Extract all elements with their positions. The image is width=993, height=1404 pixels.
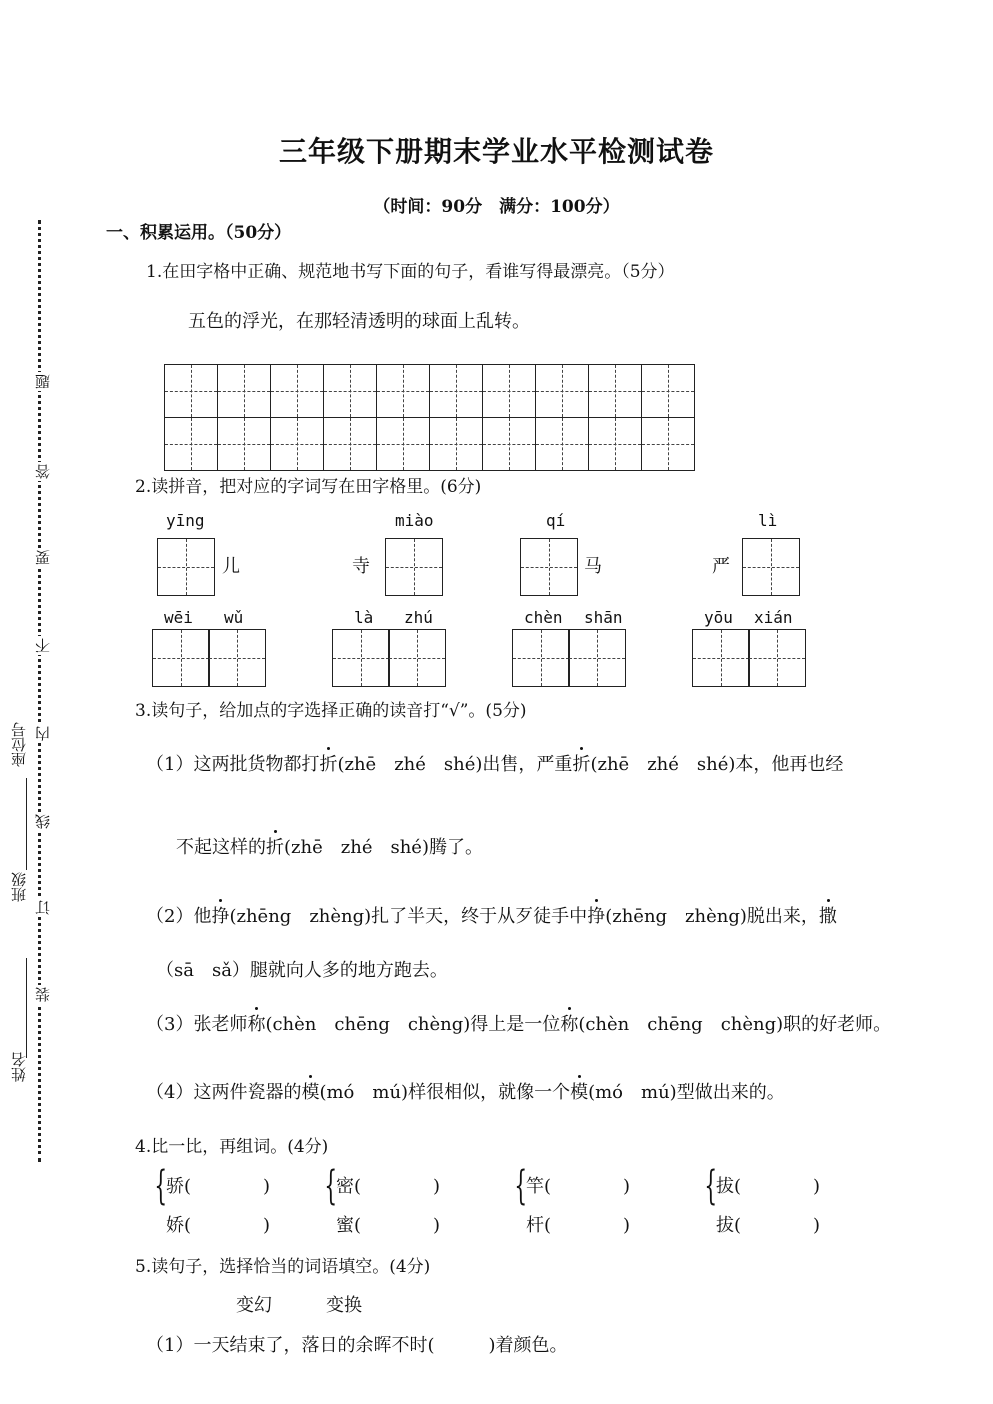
sentence-1b: 不起这样的折(zhē zhé shé)腾了。 xyxy=(176,833,483,859)
tian-box[interactable] xyxy=(376,417,430,471)
dotted-char: 折 xyxy=(319,750,337,776)
fill-sentence-1[interactable]: （1）一天结束了，落日的余晖不时( )着颜色。 xyxy=(146,1335,568,1356)
given-char: 儿 xyxy=(222,556,240,577)
tian-box[interactable] xyxy=(323,417,377,471)
word-pair-item[interactable]: 拔( ) xyxy=(716,1176,821,1197)
binding-char: 不 xyxy=(34,638,52,653)
binding-char: 题 xyxy=(34,374,52,389)
dotted-char: 折 xyxy=(572,750,590,776)
tian-box[interactable] xyxy=(385,538,443,596)
pinyin: yōu xyxy=(704,608,733,627)
brace-symbol: { xyxy=(514,1163,528,1209)
word-pair-item[interactable]: 拔( ) xyxy=(716,1215,821,1236)
given-char: 马 xyxy=(584,556,602,577)
question-3-prompt: 3.读句子，给加点的字选择正确的读音打“√”。(5分) xyxy=(135,701,527,721)
word-pair-item[interactable]: 密( ) xyxy=(336,1176,441,1197)
seat-blank[interactable] xyxy=(26,778,27,870)
tian-box[interactable] xyxy=(742,538,800,596)
word-pair-item[interactable]: 蜜( ) xyxy=(336,1215,441,1236)
binding-char: 装 xyxy=(34,987,52,1002)
word-pair-item[interactable]: 娇( ) xyxy=(166,1215,271,1236)
pinyin: yīng xyxy=(166,511,205,530)
tian-box[interactable] xyxy=(157,538,215,596)
seat-label: 座位号 xyxy=(10,722,28,767)
tian-box[interactable] xyxy=(482,364,536,418)
tian-box[interactable] xyxy=(429,417,483,471)
tian-box[interactable] xyxy=(323,364,377,418)
pinyin: shān xyxy=(584,608,623,627)
dotted-char: 模 xyxy=(301,1078,319,1104)
pinyin: zhú xyxy=(404,608,433,627)
tian-box[interactable] xyxy=(692,629,750,687)
question-1-prompt: 1.在田字格中正确、规范地书写下面的句子，看谁写得最漂亮。（5分） xyxy=(146,262,675,282)
word-pair-item[interactable]: 骄( ) xyxy=(166,1176,271,1197)
dotted-char: 折 xyxy=(266,833,284,859)
class-label: 班级 xyxy=(10,872,28,902)
sentence-4: （4）这两件瓷器的模(mó mú)样很相似，就像一个模(mó mú)型做出来的。 xyxy=(146,1078,785,1104)
binding-char: 答 xyxy=(34,464,52,479)
brace-symbol: { xyxy=(154,1163,168,1209)
tian-box[interactable] xyxy=(208,629,266,687)
pinyin: qí xyxy=(546,511,566,530)
tian-box[interactable] xyxy=(641,364,695,418)
brace-symbol: { xyxy=(704,1163,718,1209)
tian-box[interactable] xyxy=(217,364,271,418)
tian-box[interactable] xyxy=(535,417,589,471)
dotted-char: 模 xyxy=(570,1078,588,1104)
tian-box[interactable] xyxy=(217,417,271,471)
pinyin: wēi xyxy=(164,608,193,627)
sentence-3: （3）张老师称(chèn chēng chèng)得上是一位称(chèn chēng chèng)职的好老师。 xyxy=(146,1010,891,1036)
question-2-prompt: 2.读拼音，把对应的字词写在田字格里。(6分) xyxy=(135,477,482,497)
dotted-char: 撒 xyxy=(819,902,837,928)
given-char: 寺 xyxy=(352,556,370,577)
tian-box[interactable] xyxy=(270,364,324,418)
class-blank[interactable] xyxy=(26,958,27,1058)
page-subtitle: （时间：90分 满分：100分） xyxy=(373,197,620,217)
tian-box[interactable] xyxy=(748,629,806,687)
binding-char: 内 xyxy=(34,726,52,741)
tian-box[interactable] xyxy=(641,417,695,471)
sentence-2b: （sā sǎ）腿就向人多的地方跑去。 xyxy=(156,960,448,981)
binding-char: 订 xyxy=(34,900,52,915)
pinyin: miào xyxy=(395,511,434,530)
dotted-char: 称 xyxy=(560,1010,578,1036)
question-5-prompt: 5.读句子，选择恰当的词语填空。(4分) xyxy=(135,1257,431,1277)
given-char: 严 xyxy=(712,556,730,577)
sentence-2a: （2）他挣(zhēng zhèng)扎了半天，终于从歹徒手中挣(zhēng zhèng)脱出来，撒 xyxy=(146,902,837,928)
binding-char: 线 xyxy=(34,814,52,829)
sentence-1a: （1）这两批货物都打折(zhē zhé shé)出售，严重折(zhē zhé shé)本，他再也经 xyxy=(146,750,843,776)
pinyin: wǔ xyxy=(224,608,244,627)
tian-box[interactable] xyxy=(429,364,483,418)
section-heading: 一、积累运用。（50分） xyxy=(106,223,292,243)
word-pair-item[interactable]: 竿( ) xyxy=(526,1176,631,1197)
word-choices: 变幻 变换 xyxy=(236,1295,362,1316)
tian-box[interactable] xyxy=(512,629,570,687)
pinyin: là xyxy=(354,608,374,627)
dotted-char: 挣 xyxy=(587,902,605,928)
tian-box[interactable] xyxy=(588,417,642,471)
tian-box[interactable] xyxy=(376,364,430,418)
tian-box[interactable] xyxy=(520,538,578,596)
binding-dotted-line xyxy=(38,220,41,1162)
tian-box[interactable] xyxy=(482,417,536,471)
pinyin: chèn xyxy=(524,608,563,627)
tian-box[interactable] xyxy=(588,364,642,418)
tian-box[interactable] xyxy=(332,629,390,687)
brace-symbol: { xyxy=(324,1163,338,1209)
copy-sentence: 五色的浮光，在那轻清透明的球面上乱转。 xyxy=(188,311,530,332)
question-4-prompt: 4.比一比，再组词。(4分) xyxy=(135,1137,329,1157)
tian-box[interactable] xyxy=(535,364,589,418)
tian-box[interactable] xyxy=(270,417,324,471)
tian-box[interactable] xyxy=(152,629,210,687)
name-label: 姓名 xyxy=(10,1052,28,1082)
pinyin: lì xyxy=(758,511,778,530)
pinyin: xián xyxy=(754,608,793,627)
tian-box[interactable] xyxy=(388,629,446,687)
dotted-char: 称 xyxy=(247,1010,265,1036)
tian-box[interactable] xyxy=(164,417,218,471)
tian-box[interactable] xyxy=(568,629,626,687)
binding-char: 要 xyxy=(34,550,52,565)
page-title: 三年级下册期末学业水平检测试卷 xyxy=(278,135,714,168)
dotted-char: 挣 xyxy=(211,902,229,928)
tian-box[interactable] xyxy=(164,364,218,418)
word-pair-item[interactable]: 杆( ) xyxy=(526,1215,631,1236)
